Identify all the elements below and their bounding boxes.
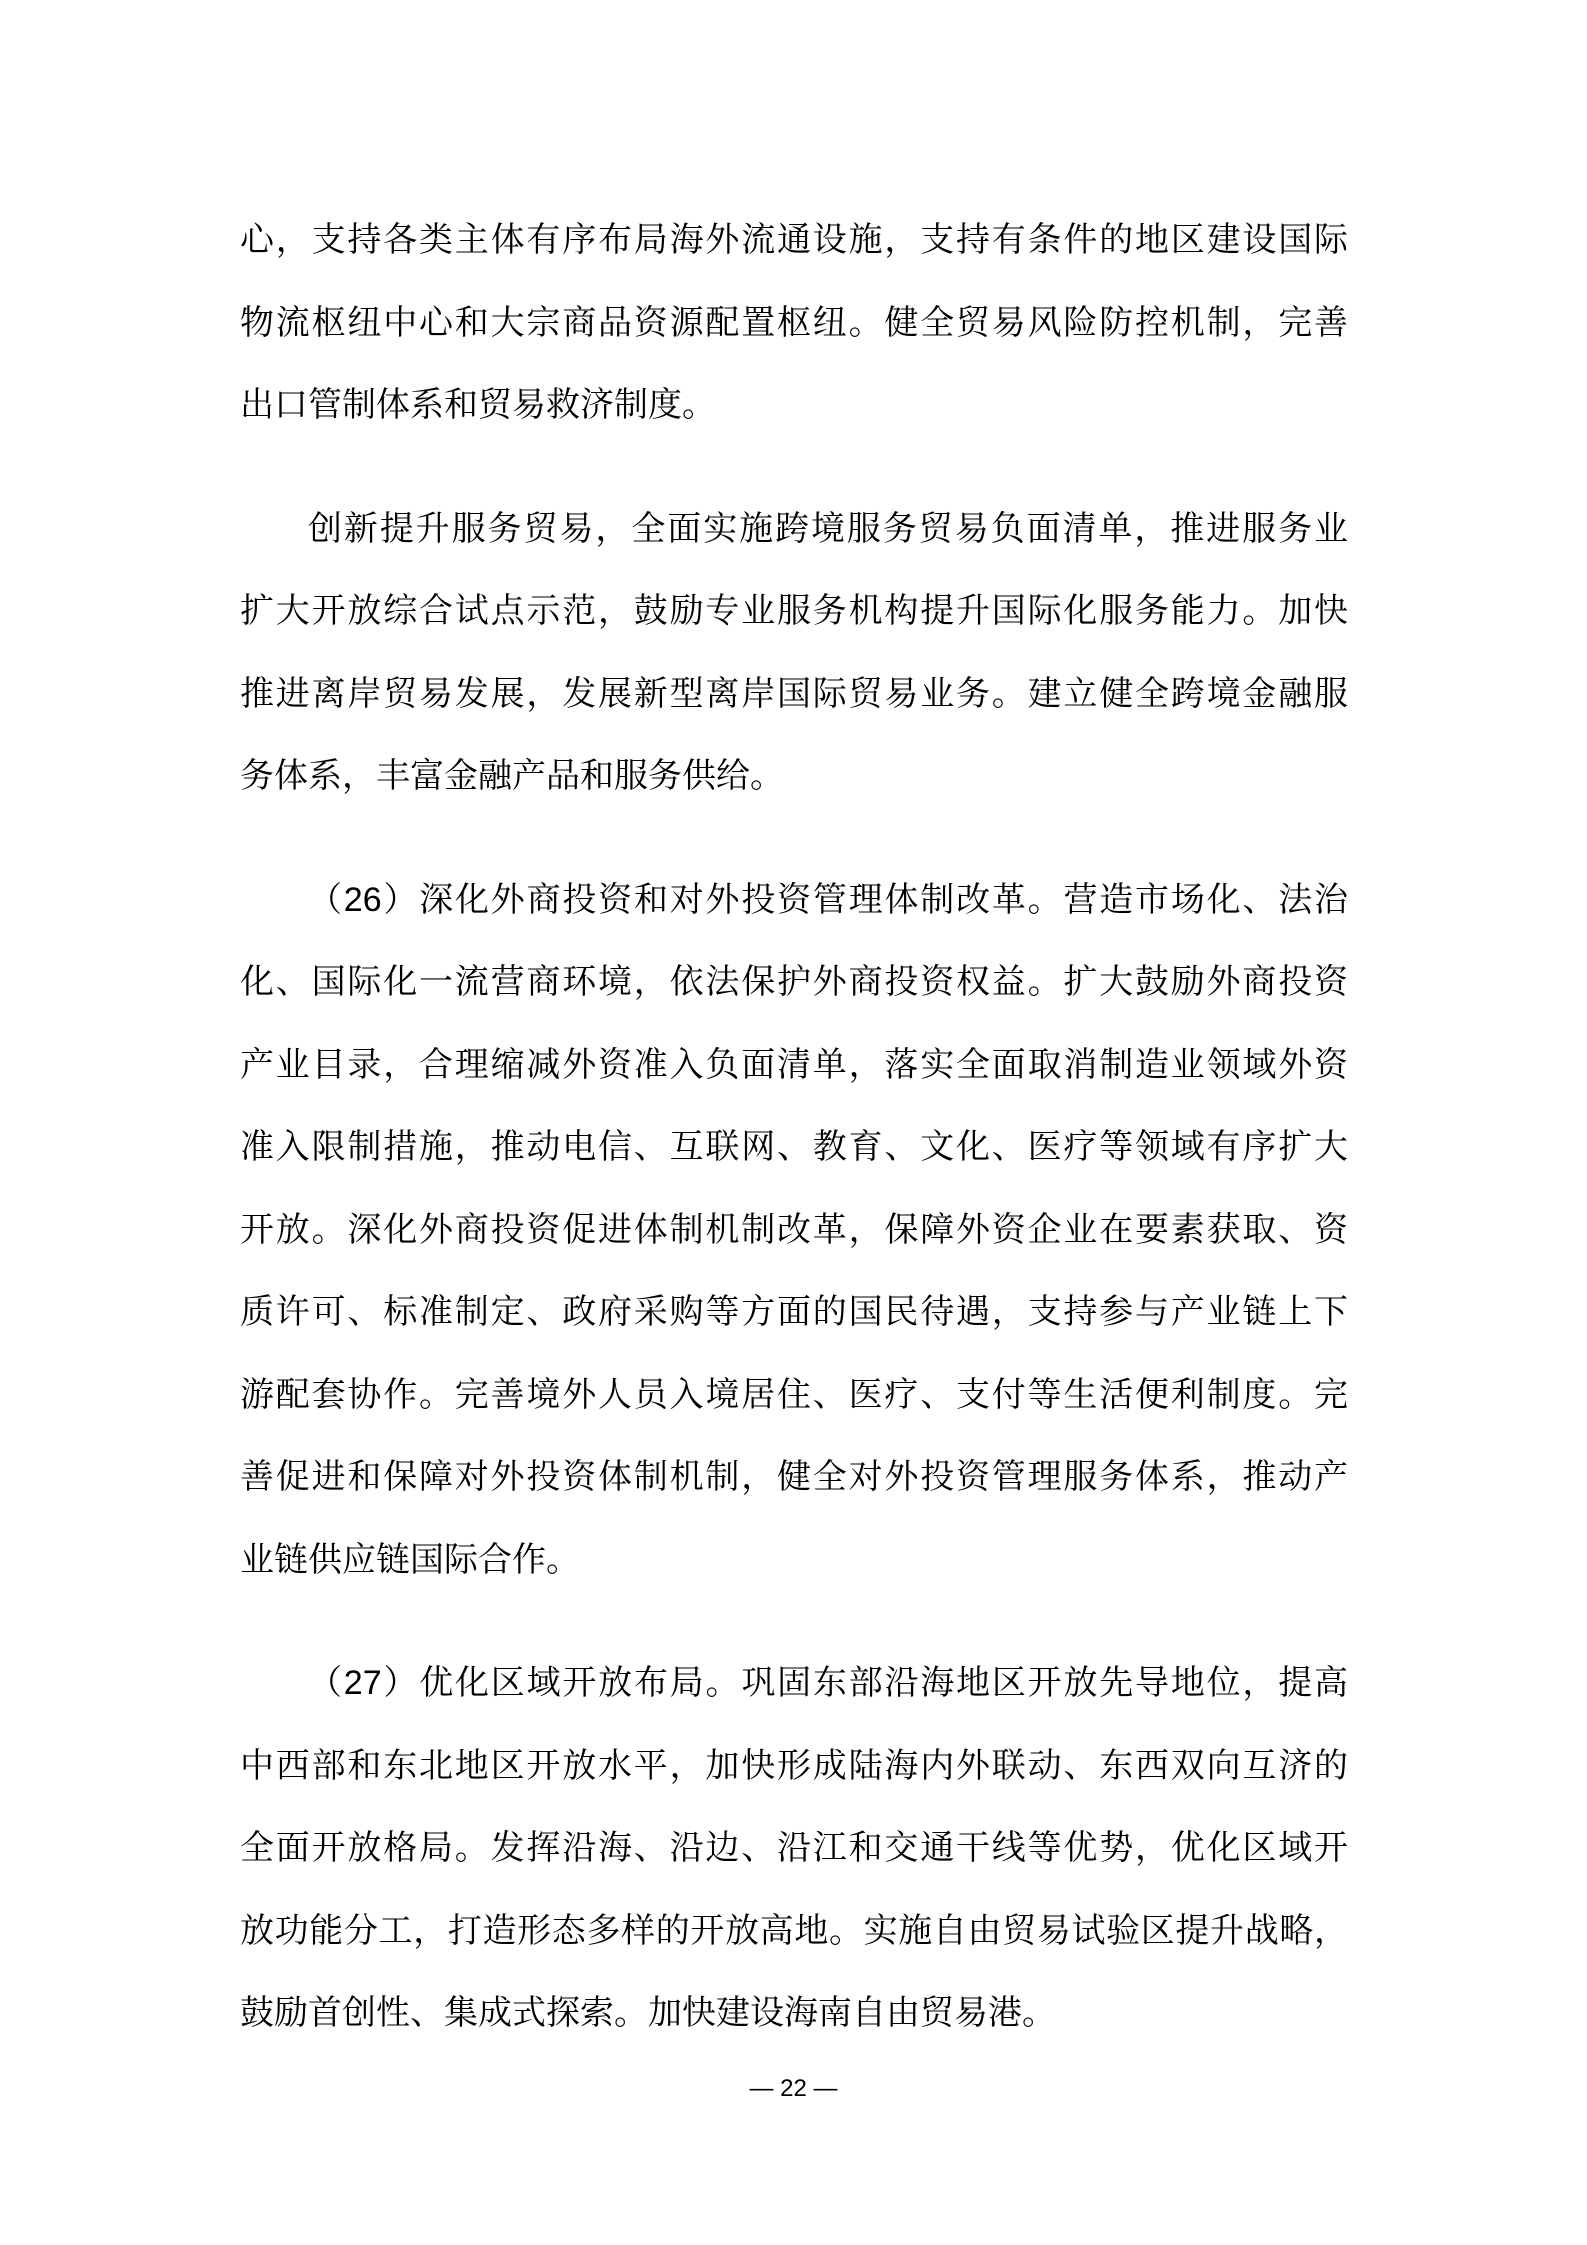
paragraph: [240, 859, 1348, 1602]
text-line: 物流枢纽中心和大宗商品资源配置枢纽。健全贸易风险防控机制，完善: [240, 303, 1348, 342]
paragraph: [240, 488, 1348, 818]
text-line: 推进离岸贸易发展，发展新型离岸国际贸易业务。建立健全跨境金融服: [240, 674, 1348, 713]
text-line: 游配套协作。完善境外人员入境居住、医疗、支付等生活便利制度。完: [240, 1375, 1348, 1414]
text-line: 扩大开放综合试点示范，鼓励专业服务机构提升国际化服务能力。加快: [240, 592, 1348, 630]
text-line: 准入限制措施，推动电信、互联网、教育、文化、医疗等领域有序扩大: [240, 1128, 1348, 1166]
text-line: 放功能分工，打造形态多样的开放高地。实施自由贸易试验区提升战略，: [240, 1911, 1348, 1950]
text-line: 全面开放格局。发挥沿海、沿边、沿江和交通干线等优势，优化区域开: [240, 1829, 1348, 1867]
text-line: 鼓励首创性、集成式探索。加快建设海南自由贸易港。: [240, 1994, 1056, 2032]
text-line: （26）深化外商投资和对外投资管理体制改革。营造市场化、法治: [308, 880, 1348, 919]
page-content: [240, 199, 1348, 2096]
text-line: 中西部和东北地区开放水平，加快形成陆海内外联动、东西双向互济的: [240, 1746, 1348, 1785]
page-footer: [0, 2072, 1587, 2106]
paragraph: [240, 199, 1348, 447]
text-line: 业链供应链国际合作。: [240, 1540, 580, 1579]
text-line: 善促进和保障对外投资体制机制，健全对外投资管理服务体系，推动产: [240, 1458, 1348, 1496]
page-number: — 22 —: [749, 2075, 838, 2102]
text-line: 开放。深化外商投资促进体制机制改革，保障外资企业在要素获取、资: [240, 1210, 1348, 1249]
text-line: 化、国际化一流营商环境，依法保护外商投资权益。扩大鼓励外商投资: [240, 963, 1348, 1001]
text-line: 创新提升服务贸易，全面实施跨境服务贸易负面清单，推进服务业: [308, 509, 1348, 548]
text-line: 出口管制体系和贸易救济制度。: [240, 386, 716, 424]
text-line: 质许可、标准制定、政府采购等方面的国民待遇，支持参与产业链上下: [240, 1293, 1348, 1331]
text-line: （27）优化区域开放布局。巩固东部沿海地区开放先导地位，提高: [308, 1664, 1348, 1702]
paragraph: [240, 1642, 1348, 2055]
text-line: 心，支持各类主体有序布局海外流通设施，支持有条件的地区建设国际: [240, 221, 1348, 259]
text-line: 务体系，丰富金融产品和服务供给。: [240, 757, 784, 795]
text-line: 产业目录，合理缩减外资准入负面清单，落实全面取消制造业领域外资: [240, 1045, 1348, 1084]
